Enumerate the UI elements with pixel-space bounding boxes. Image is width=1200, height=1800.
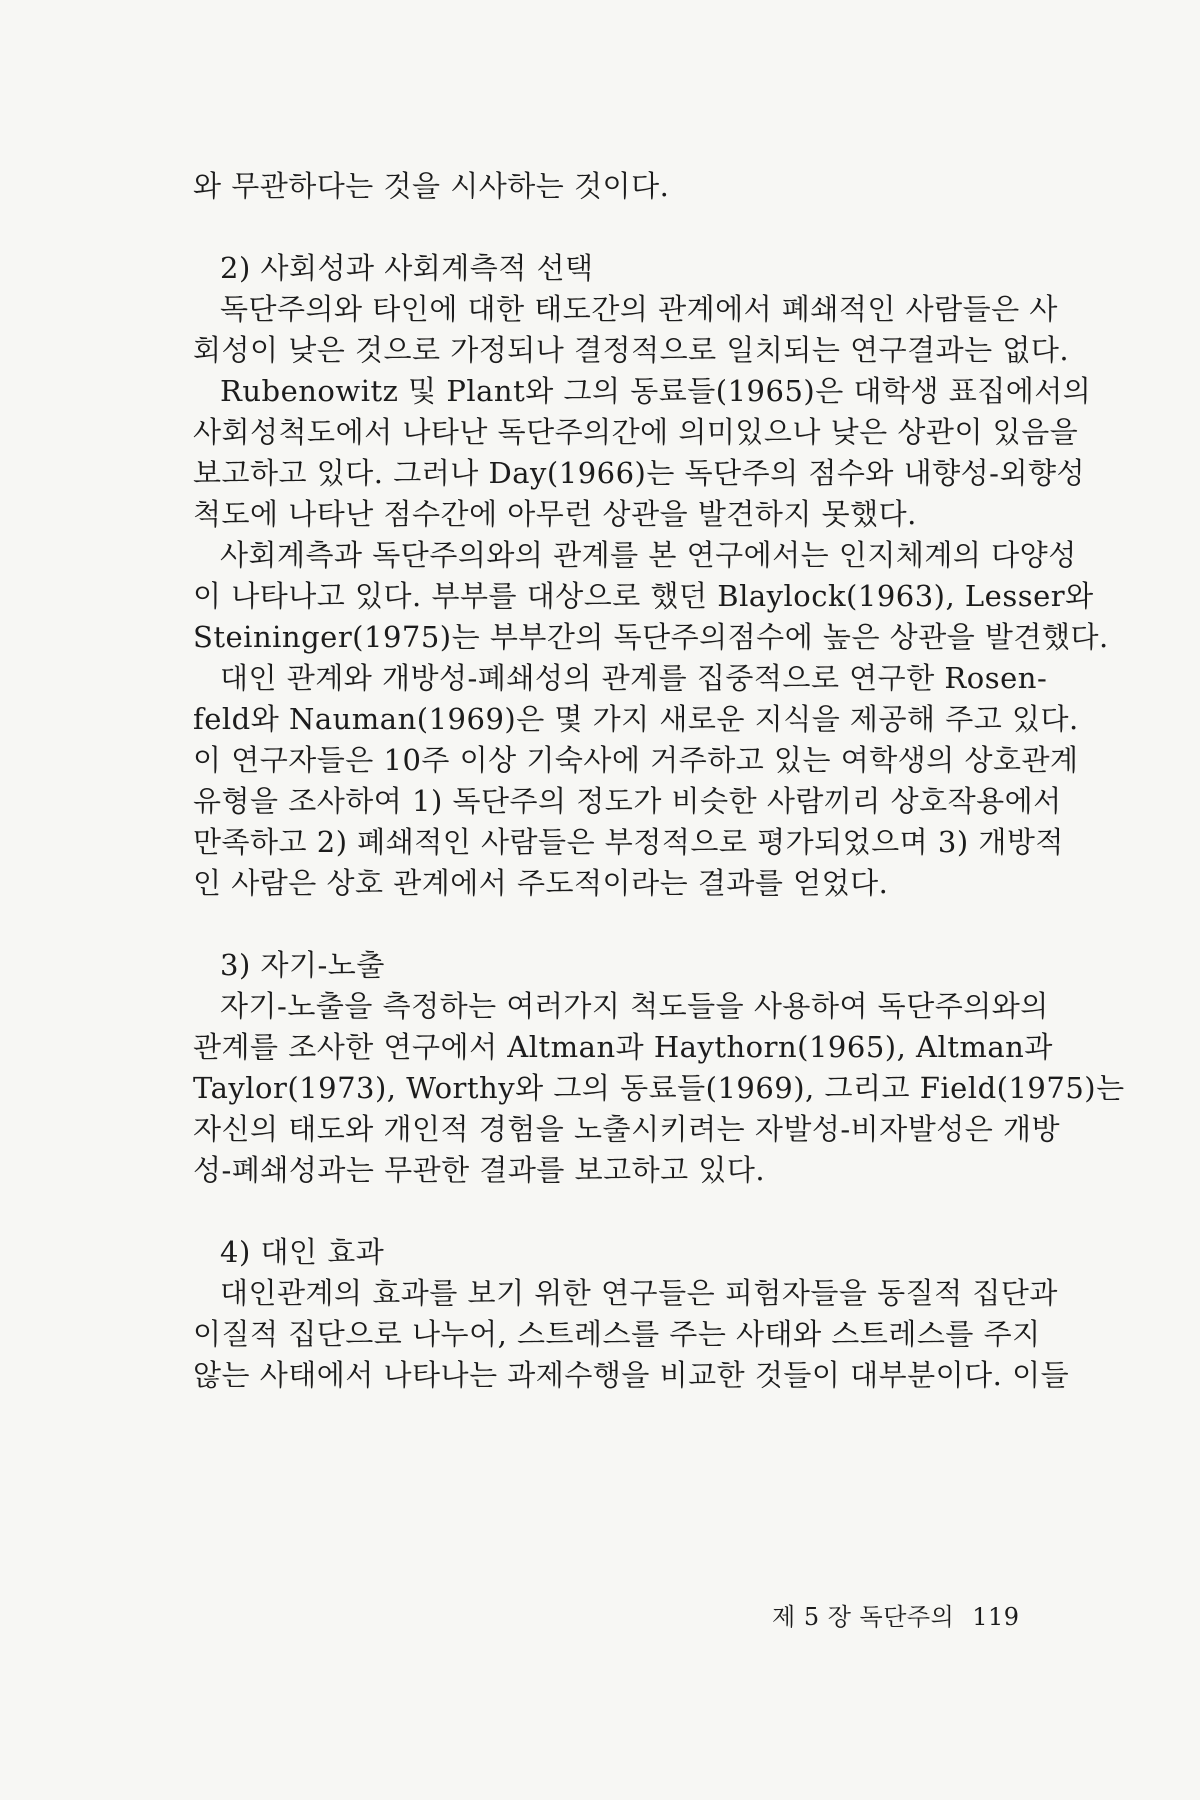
text-line: Taylor(1973), Worthy와 그의 동료들(1969), 그리고 Field(1975)는 — [193, 1071, 1125, 1105]
text-line: 이 나타나고 있다. 부부를 대상으로 했던 Blaylock(1963), Lesser와 — [193, 579, 1094, 613]
text-line: 이 연구자들은 10주 이상 기숙사에 거주하고 있는 여학생의 상호관계 — [193, 743, 1079, 777]
text-line: 이질적 집단으로 나누어, 스트레스를 주는 사태와 스트레스를 주지 — [193, 1317, 1041, 1351]
text-line: 만족하고 2) 폐쇄적인 사람들은 부정적으로 평가되었으며 3) 개방적 — [193, 825, 1064, 859]
text-line: feld와 Nauman(1969)은 몇 가지 새로운 지식을 제공해 주고 있다. — [193, 702, 1079, 736]
text-line: 척도에 나타난 점수간에 아무런 상관을 발견하지 못했다. — [193, 497, 917, 531]
section-heading-sociability: 2) 사회성과 사회계측적 선택 — [220, 251, 594, 285]
text-line: 와 무관하다는 것을 시사하는 것이다. — [193, 169, 670, 203]
text-line: 대인 관계와 개방성-폐쇄성의 관계를 집중적으로 연구한 Rosen- — [220, 661, 1048, 695]
text-line: 인 사람은 상호 관계에서 주도적이라는 결과를 얻었다. — [193, 866, 889, 900]
text-line: 자기-노출을 측정하는 여러가지 척도들을 사용하여 독단주의와의 — [220, 989, 1049, 1023]
paragraph-gap — [193, 904, 1038, 945]
section-heading-self-disclosure: 3) 자기-노출 — [220, 948, 385, 982]
page-number: 119 — [972, 1603, 1020, 1631]
text-line: Steininger(1975)는 부부간의 독단주의점수에 높은 상관을 발견했다. — [193, 620, 1109, 654]
running-head: 제 5 장 독단주의 — [772, 1603, 955, 1631]
paragraph-gap — [193, 207, 1038, 248]
text-line: 회성이 낮은 것으로 가정되나 결정적으로 일치되는 연구결과는 없다. — [193, 333, 1070, 367]
text-line: 자신의 태도와 개인적 경험을 노출시키려는 자발성-비자발성은 개방 — [193, 1112, 1061, 1146]
paragraph-gap — [193, 1191, 1038, 1232]
page-footer — [772, 1602, 1020, 1632]
text-line: 대인관계의 효과를 보기 위한 연구들은 피험자들을 동질적 집단과 — [220, 1276, 1058, 1310]
text-line: 독단주의와 타인에 대한 태도간의 관계에서 폐쇄적인 사람들은 사 — [220, 292, 1058, 326]
text-line: 사회계측과 독단주의와의 관계를 본 연구에서는 인지체계의 다양성 — [220, 538, 1077, 572]
text-line: Rubenowitz 및 Plant와 그의 동료들(1965)은 대학생 표집에서의 — [220, 374, 1092, 408]
text-line: 성-폐쇄성과는 무관한 결과를 보고하고 있다. — [193, 1153, 766, 1187]
text-line: 않는 사태에서 나타나는 과제수행을 비교한 것들이 대부분이다. 이들 — [193, 1358, 1070, 1392]
body-text — [193, 166, 1125, 1396]
text-line: 사회성척도에서 나타난 독단주의간에 의미있으나 낮은 상관이 있음을 — [193, 415, 1079, 449]
text-line: 관계를 조사한 연구에서 Altman과 Haythorn(1965), Altman과 — [193, 1030, 1053, 1064]
text-line: 보고하고 있다. 그러나 Day(1966)는 독단주의 점수와 내향성-외향성 — [193, 456, 1086, 490]
text-line: 유형을 조사하여 1) 독단주의 정도가 비슷한 사람끼리 상호작용에서 — [193, 784, 1062, 818]
section-heading-interpersonal-effects: 4) 대인 효과 — [220, 1235, 385, 1269]
